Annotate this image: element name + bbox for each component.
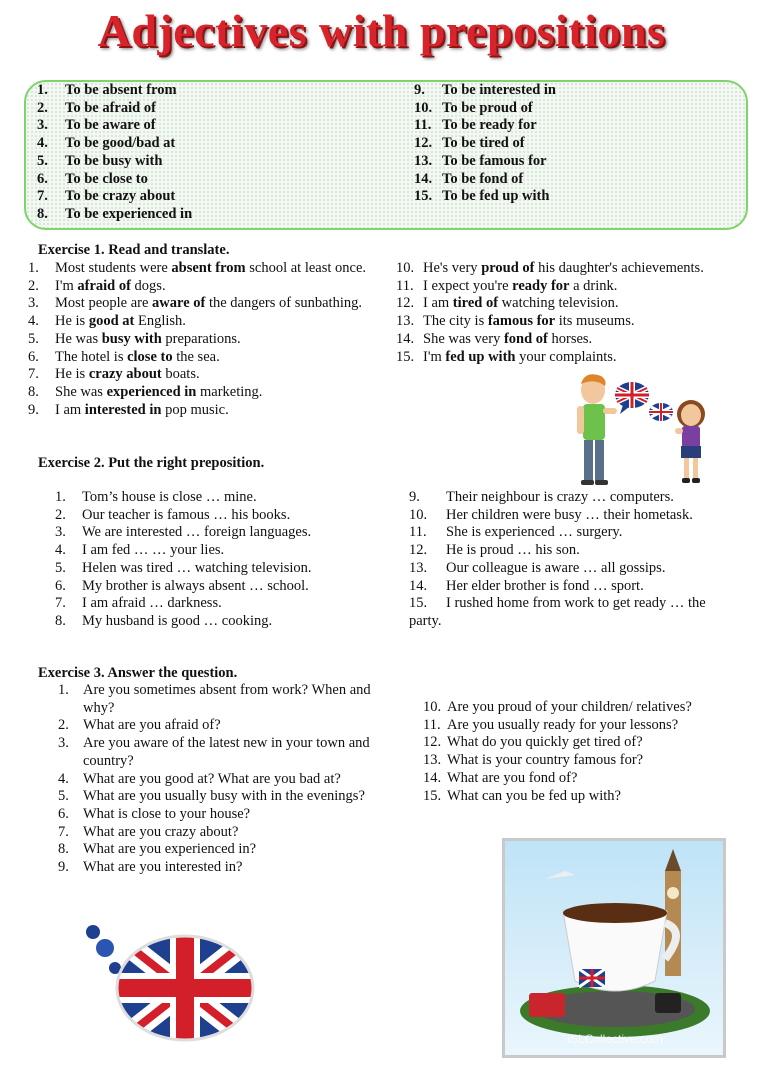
item-number: 8.	[58, 841, 69, 858]
item-number: 9.	[58, 859, 69, 876]
vocab-number: 9.	[414, 82, 425, 98]
sentence-text: I'm	[55, 277, 78, 294]
sentence-number: 1.	[28, 260, 39, 276]
sentence-number: 14.	[396, 330, 415, 347]
question-text: Are you aware of the latest new in your town and	[83, 735, 370, 752]
exercise-item	[55, 578, 312, 596]
item-text: My husband is good … cooking.	[82, 612, 273, 629]
sentence-text: a drink.	[569, 277, 618, 294]
question-item	[58, 788, 371, 806]
vocab-item	[414, 153, 556, 171]
vocab-item	[37, 153, 192, 171]
vocab-text: To be ready for	[442, 117, 537, 134]
exercise-item	[409, 560, 706, 578]
exercise-item	[55, 507, 312, 525]
item-text: Her elder brother is fond … sport.	[446, 577, 644, 594]
vocab-text: To be good/bad at	[65, 135, 176, 152]
item-number: 7.	[58, 823, 69, 840]
sentence-text: The city is	[423, 313, 488, 330]
sentence-text: The hotel is	[55, 348, 128, 365]
sentence-item	[28, 313, 366, 331]
item-number: 10.	[409, 506, 428, 523]
question-text: What is your country famous for?	[447, 752, 644, 769]
question-text: Are you proud of your children/ relatives?	[447, 699, 692, 715]
exercise-item	[55, 542, 312, 560]
item-text: She is experienced … surgery.	[446, 524, 623, 541]
phrase-bold: aware of	[152, 295, 206, 312]
sentence-number: 10.	[396, 260, 415, 276]
sentence-text: She was very	[423, 330, 504, 347]
vocab-text: To be busy with	[65, 152, 163, 169]
sentence-text: I'm	[423, 348, 446, 365]
vocab-number: 6.	[37, 170, 48, 187]
exercise-item	[55, 613, 312, 631]
question-item	[423, 788, 692, 806]
red-bus-icon	[529, 993, 565, 1017]
item-number: 4.	[55, 542, 66, 559]
sentence-text: his daughter's achievements.	[534, 260, 704, 276]
question-item	[58, 753, 371, 771]
exercise-2-list-right	[409, 489, 706, 631]
vocab-number: 3.	[37, 117, 48, 134]
sentence-text: He was	[55, 330, 102, 347]
phrase-bold: absent from	[171, 260, 246, 276]
sentence-text: He is	[55, 313, 89, 330]
question-item	[58, 824, 371, 842]
question-text: Are you sometimes absent from work? When and	[83, 682, 371, 698]
vocab-item	[37, 188, 192, 206]
exercise-1-list-right	[396, 260, 704, 366]
vocab-text: To be absent from	[65, 82, 177, 98]
sentence-number: 9.	[28, 401, 39, 418]
sentence-item	[396, 278, 704, 296]
item-number: 8.	[55, 612, 66, 629]
item-text-continued: party.	[409, 612, 442, 629]
sentence-number: 15.	[396, 348, 415, 365]
exercise-2-heading: Exercise 2. Put the right preposition.	[38, 455, 265, 471]
vocab-text: To be crazy about	[65, 188, 176, 205]
vocab-number: 15.	[414, 188, 433, 205]
talking-people-illustration	[565, 368, 715, 488]
vocab-text: To be fed up with	[442, 188, 550, 205]
item-number: 13.	[409, 559, 428, 576]
item-number: 3.	[58, 735, 69, 752]
item-number: 12.	[409, 542, 428, 559]
sentence-number: 12.	[396, 295, 415, 312]
flag-bubble-small-icon	[649, 403, 673, 421]
question-text: What are you interested in?	[83, 859, 243, 876]
question-text: What are you afraid of?	[83, 717, 221, 734]
item-text: Our teacher is famous … his books.	[82, 506, 291, 523]
question-text: What are you crazy about?	[83, 823, 239, 840]
sentence-text: the dangers of sunbathing.	[205, 295, 362, 312]
vocab-text: To be proud of	[442, 99, 533, 116]
page-title: Adjectives with prepositions	[97, 5, 666, 56]
item-number: 3.	[55, 524, 66, 541]
item-number: 9.	[409, 489, 420, 505]
sentence-text: dogs.	[130, 277, 166, 294]
question-text: Are you usually ready for your lessons?	[447, 716, 679, 733]
question-text: country?	[83, 752, 134, 769]
question-item	[423, 752, 692, 770]
item-number: 1.	[55, 489, 66, 505]
question-item	[423, 717, 692, 735]
vocab-text: To be aware of	[65, 117, 156, 134]
sentence-text: horses.	[547, 330, 593, 347]
item-text: He is proud … his son.	[446, 542, 580, 559]
question-item	[58, 735, 371, 753]
question-item	[58, 717, 371, 735]
sentence-item	[28, 402, 366, 420]
question-item	[58, 841, 371, 859]
exercise-1-heading: Exercise 1. Read and translate.	[38, 242, 230, 258]
sentence-item	[28, 331, 366, 349]
sentence-number: 11.	[396, 277, 414, 294]
item-number: 1.	[58, 682, 69, 698]
question-item	[423, 699, 692, 717]
sentence-text: He's very	[423, 260, 482, 276]
question-item	[58, 771, 371, 789]
sentence-text: the sea.	[172, 348, 220, 365]
exercise-item	[409, 595, 706, 613]
sentence-item	[28, 295, 366, 313]
question-text: What can you be fed up with?	[447, 787, 621, 804]
vocab-item	[37, 100, 192, 118]
item-number: 4.	[58, 770, 69, 787]
exercise-item	[409, 542, 706, 560]
item-number: 10.	[423, 699, 442, 715]
boy-figure	[577, 374, 617, 485]
vocab-item	[414, 171, 556, 189]
question-item	[58, 682, 371, 700]
sentence-text: Most students were	[55, 260, 172, 276]
girl-figure	[675, 400, 705, 483]
item-number: 13.	[423, 752, 442, 769]
exercise-3-list-left	[58, 682, 371, 877]
item-text: I rushed home from work to get ready … the	[446, 595, 706, 612]
sentence-text: marketing.	[196, 383, 263, 400]
question-text: What are you usually busy with in the evenings?	[83, 788, 365, 805]
phrase-bold: afraid of	[77, 277, 131, 294]
item-number: 15.	[409, 595, 428, 612]
exercise-1-list-left	[28, 260, 366, 419]
question-item	[58, 859, 371, 877]
question-text: What is close to your house?	[83, 805, 251, 822]
uk-flag-bubble-image	[75, 920, 255, 1050]
question-item	[423, 734, 692, 752]
vocab-number: 14.	[414, 170, 433, 187]
phrase-bold: fond of	[503, 330, 548, 347]
vocab-text: To be famous for	[442, 152, 547, 169]
phrase-bold: ready for	[512, 277, 570, 294]
sentence-text: English.	[134, 313, 186, 330]
sentence-item	[28, 260, 366, 278]
question-item	[423, 770, 692, 788]
sentence-number: 6.	[28, 348, 39, 365]
item-number: 7.	[55, 595, 66, 612]
sentence-text: He is	[55, 366, 89, 383]
phrase-bold: crazy about	[88, 366, 162, 383]
vocab-item	[414, 188, 556, 206]
vocab-item	[37, 117, 192, 135]
vocab-item	[414, 135, 556, 153]
exercise-2-list-left	[55, 489, 312, 631]
sentence-text: She was	[55, 383, 107, 400]
vocab-number: 7.	[37, 188, 48, 205]
sentence-item	[28, 349, 366, 367]
vocab-number: 8.	[37, 205, 48, 222]
sentence-text: boats.	[161, 366, 200, 383]
exercise-item	[55, 489, 312, 507]
phrase-bold: fed up with	[445, 348, 516, 365]
sentence-item	[28, 366, 366, 384]
sentence-text: watching television.	[498, 295, 619, 312]
item-number: 6.	[55, 577, 66, 594]
question-text: What do you quickly get tired of?	[447, 734, 643, 751]
sentence-number: 7.	[28, 366, 39, 383]
sentence-text: pop music.	[161, 401, 229, 418]
item-number: 2.	[58, 717, 69, 734]
item-number: 12.	[423, 734, 442, 751]
vocab-number: 2.	[37, 99, 48, 116]
question-item	[58, 806, 371, 824]
sentence-text: I am	[423, 295, 453, 312]
item-text: Our colleague is aware … all gossips.	[446, 559, 666, 576]
vocab-item	[414, 82, 556, 100]
sentence-item	[396, 260, 704, 278]
sentence-item	[28, 384, 366, 402]
item-text: Tom’s house is close … mine.	[82, 489, 257, 505]
question-text: What are you fond of?	[447, 769, 578, 786]
exercise-item	[409, 507, 706, 525]
vocab-item	[37, 206, 192, 224]
question-text: What are you good at? What are you bad at?	[83, 770, 341, 787]
sentence-number: 8.	[28, 383, 39, 400]
vocabulary-list-left	[37, 82, 192, 224]
question-item	[58, 700, 371, 718]
item-text: Their neighbour is crazy … computers.	[446, 489, 674, 505]
item-number: 11.	[409, 524, 427, 541]
vocab-item	[414, 117, 556, 135]
item-text: Helen was tired … watching television.	[82, 559, 312, 576]
item-number: 14.	[409, 577, 428, 594]
item-number: 11.	[423, 716, 441, 733]
phrase-bold: interested in	[84, 401, 162, 418]
vocab-text: To be fond of	[442, 170, 524, 187]
sentence-text: its museums.	[555, 313, 635, 330]
item-number: 2.	[55, 506, 66, 523]
vocab-text: To be tired of	[442, 135, 525, 152]
vocabulary-list-right	[414, 82, 556, 206]
vocab-number: 1.	[37, 82, 48, 98]
vocab-text: To be close to	[65, 170, 148, 187]
exercise-item	[409, 524, 706, 542]
vocab-number: 12.	[414, 135, 433, 152]
vocab-text: To be experienced in	[65, 205, 193, 222]
watermark: iSLCollective.com	[567, 1032, 663, 1046]
sentence-item	[396, 349, 704, 367]
exercise-3-heading: Exercise 3. Answer the question.	[38, 665, 238, 681]
phrase-bold: good at	[88, 313, 135, 330]
vocab-text: To be interested in	[442, 82, 556, 98]
sentence-text: Most people are	[55, 295, 153, 312]
vocab-item	[37, 135, 192, 153]
phrase-bold: busy with	[101, 330, 162, 347]
phrase-bold: famous for	[487, 313, 556, 330]
item-text: I am fed … … your lies.	[82, 542, 225, 559]
exercise-item	[409, 489, 706, 507]
sentence-item	[396, 313, 704, 331]
sentence-number: 13.	[396, 313, 415, 330]
sentence-text: preparations.	[161, 330, 241, 347]
sentence-number: 3.	[28, 295, 39, 312]
phrase-bold: proud of	[481, 260, 535, 276]
sentence-text: your complaints.	[515, 348, 617, 365]
phrase-bold: tired of	[452, 295, 499, 312]
vocab-number: 13.	[414, 152, 433, 169]
sentence-item	[28, 278, 366, 296]
item-number: 6.	[58, 805, 69, 822]
vocab-item	[414, 100, 556, 118]
exercise-item	[55, 524, 312, 542]
sentence-number: 4.	[28, 313, 39, 330]
exercise-item	[409, 578, 706, 596]
sentence-text: I expect you're	[423, 277, 513, 294]
sentence-item	[396, 295, 704, 313]
item-number: 5.	[58, 788, 69, 805]
vocab-number: 10.	[414, 99, 433, 116]
item-number: 15.	[423, 787, 442, 804]
vocab-number: 5.	[37, 152, 48, 169]
vocab-item	[37, 171, 192, 189]
vocab-text: To be afraid of	[65, 99, 156, 116]
question-text: why?	[83, 699, 115, 716]
question-text: What are you experienced in?	[83, 841, 257, 858]
tea-london-image	[502, 838, 726, 1058]
sentence-text: school at least once.	[245, 260, 367, 276]
vocab-item	[37, 82, 192, 100]
item-number: 5.	[55, 559, 66, 576]
vocab-number: 11.	[414, 117, 432, 134]
sentence-number: 5.	[28, 330, 39, 347]
item-number: 14.	[423, 769, 442, 786]
sentence-item	[396, 331, 704, 349]
item-text: We are interested … foreign languages.	[82, 524, 312, 541]
exercise-3-list-right	[423, 699, 692, 805]
sentence-text: I am	[55, 401, 85, 418]
item-text: I am afraid … darkness.	[82, 595, 222, 612]
vocab-number: 4.	[37, 135, 48, 152]
exercise-item	[55, 560, 312, 578]
item-text: Her children were busy … their hometask.	[446, 506, 693, 523]
sentence-number: 2.	[28, 277, 39, 294]
phrase-bold: close to	[127, 348, 173, 365]
flag-bubble-icon	[615, 382, 649, 414]
phrase-bold: experienced in	[106, 383, 197, 400]
exercise-item	[55, 595, 312, 613]
item-text: My brother is always absent … school.	[82, 577, 309, 594]
